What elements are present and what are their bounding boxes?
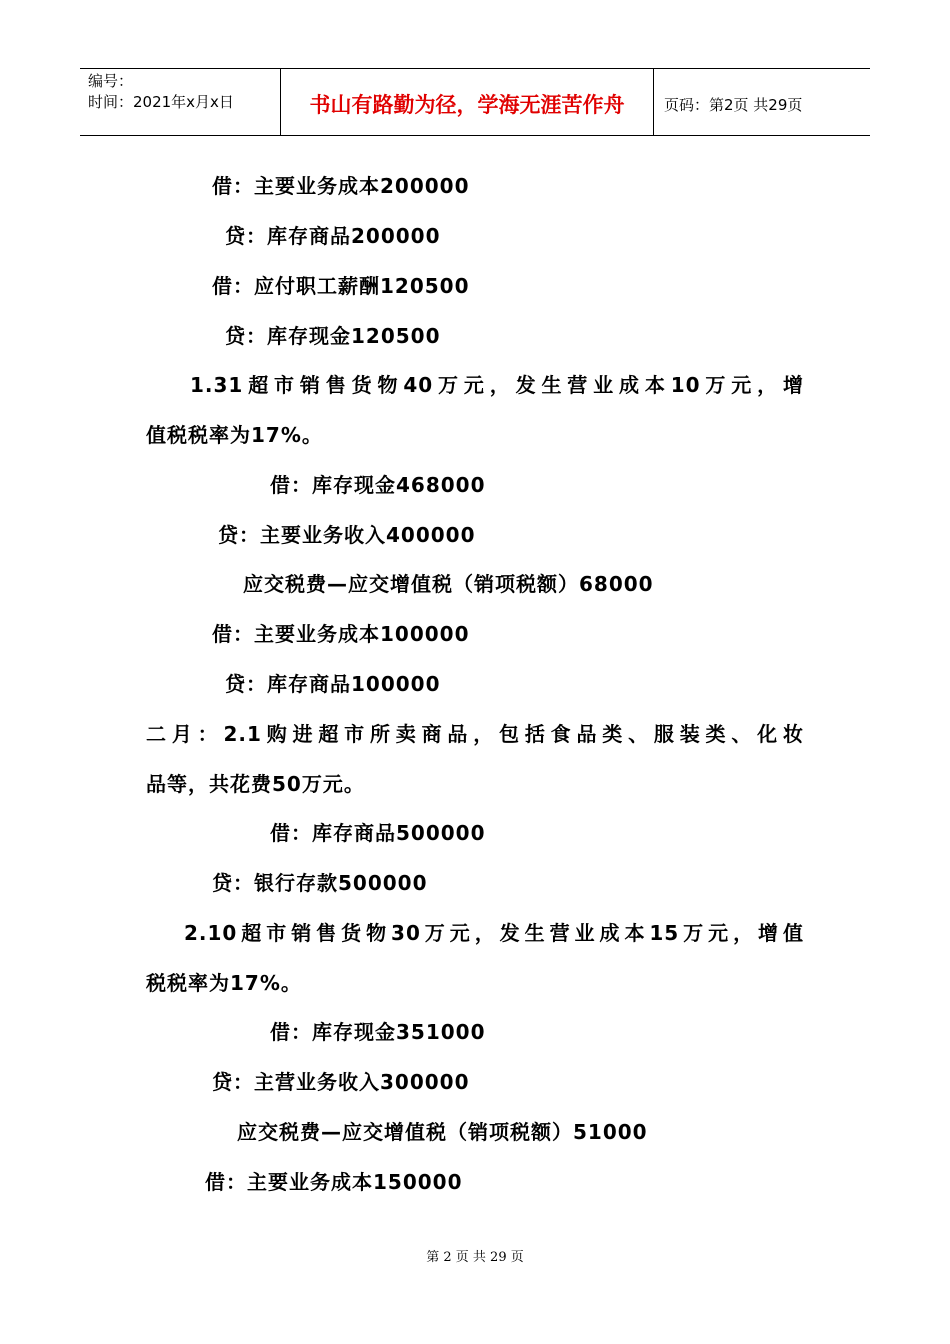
journal-line: 借：库存商品500000	[270, 821, 486, 845]
journal-line: 应交税费—应交增值税（销项税额）68000	[243, 572, 654, 596]
document-number-label: 编号：	[88, 72, 134, 90]
paragraph-line: 值税税率为17%。	[146, 423, 323, 447]
journal-line: 贷：银行存款500000	[212, 871, 428, 895]
journal-line: 借：主要业务成本150000	[205, 1170, 463, 1194]
header-page-info: 页码：第2页 共29页	[664, 95, 803, 114]
paragraph-line: 品等，共花费50万元。	[146, 772, 365, 796]
page-footer: 第 2 页 共 29 页	[426, 1250, 524, 1265]
journal-line: 借：库存现金351000	[270, 1020, 486, 1044]
journal-line: 借：主要业务成本100000	[212, 622, 470, 646]
header-meta	[80, 69, 281, 135]
journal-line: 贷：库存商品200000	[225, 224, 441, 248]
paragraph-line: 2.10超市销售货物30万元，发生营业成本15万元，增值	[184, 921, 804, 945]
journal-line: 借：库存现金468000	[270, 473, 486, 497]
journal-line: 贷：库存商品100000	[225, 672, 441, 696]
paragraph-line: 二月：2.1购进超市所卖商品，包括食品类、服装类、化妆	[146, 722, 804, 746]
paragraph-line: 税税率为17%。	[146, 971, 302, 995]
journal-line: 借：应付职工薪酬120500	[212, 274, 470, 298]
paragraph-line: 1.31超市销售货物40万元，发生营业成本10万元，增	[190, 373, 804, 397]
journal-line: 贷：主要业务收入400000	[218, 523, 476, 547]
document-time-label: 时间：2021年x月x日	[88, 93, 234, 111]
header-motto: 书山有路勤为径，学海无涯苦作舟	[281, 69, 654, 135]
journal-line: 贷：主营业务收入300000	[212, 1070, 470, 1094]
journal-line: 借：主要业务成本200000	[212, 174, 470, 198]
page-header	[80, 68, 870, 136]
journal-line: 贷：库存现金120500	[225, 324, 441, 348]
journal-line: 应交税费—应交增值税（销项税额）51000	[237, 1120, 648, 1144]
